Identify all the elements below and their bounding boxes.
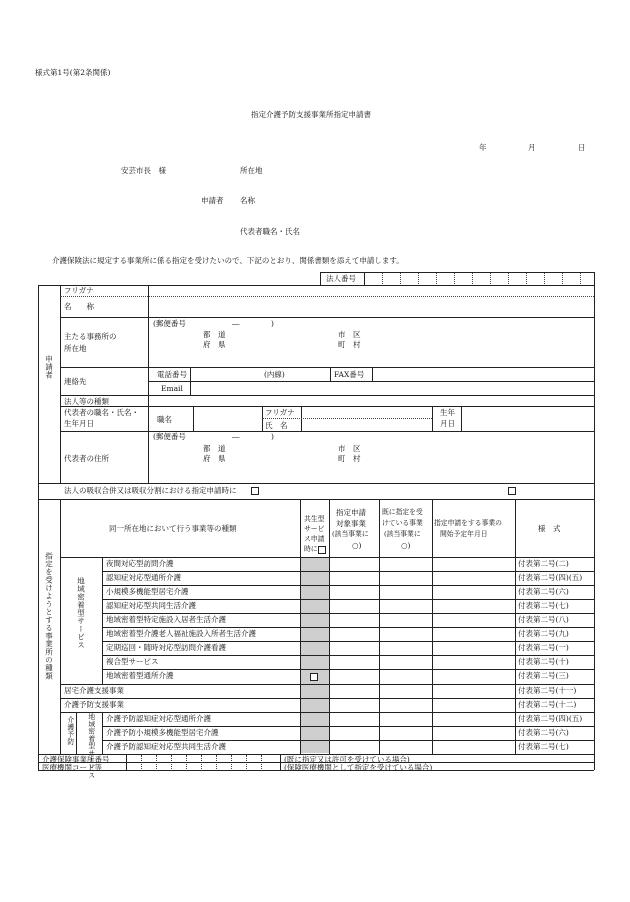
community-row-form: 付表第二号(九) — [518, 629, 569, 638]
prevention-row-name: 介護予防認知症対応型通所介護 — [106, 714, 211, 723]
prevention-row-name: 介護予防小規模多機能型居宅介護 — [106, 728, 219, 737]
community-service-label: 地域密着型サービス — [76, 577, 86, 649]
insurance-number-note: (既に指定又は許可を受けている場合) — [284, 755, 410, 764]
community-row-form: 付表第二号(四)(五) — [518, 573, 583, 582]
corporation-type-label: 法人等の種類 — [64, 397, 109, 406]
applicant-side-label: 申請者 — [44, 355, 54, 379]
representative-label: 代表者職名・氏名 — [240, 227, 300, 236]
home-care-label: 居宅介護支援事業 — [64, 686, 124, 695]
representative-address-label: 代表者の住所 — [64, 454, 109, 463]
contact-label: 連絡先 — [64, 377, 87, 386]
corporate-number-label: 法人番号 — [326, 274, 356, 283]
prevention-row-form: 付表第二号(四)(五) — [518, 714, 583, 723]
date-month-label: 月 — [528, 143, 536, 152]
prevention-support-form: 付表第二号(十二) — [518, 700, 577, 709]
community-row-name: 認知症対応型通所介護 — [106, 573, 181, 582]
community-row-name: 地域密着型通所介護 — [106, 671, 174, 680]
community-row-form: 付表第二号(十) — [518, 657, 569, 666]
community-row-name: 定期巡回・随時対応型訪問介護看護 — [106, 643, 226, 652]
addressee: 安芸市長 様 — [121, 166, 166, 175]
community-row-name: 小規模多機能型居宅介護 — [106, 587, 189, 596]
name-label: 名称 — [240, 196, 255, 205]
prevention-row-form: 付表第二号(七) — [518, 742, 569, 751]
shared-service-checkbox[interactable] — [310, 673, 318, 681]
services-side-label: 指定を受けようとする事業所の種類 — [44, 552, 54, 680]
merger-target-checkbox[interactable] — [508, 487, 516, 495]
date-year-label: 年 — [479, 143, 487, 152]
community-row-form: 付表第二号(二) — [518, 559, 569, 568]
applicant-label: 申請者 — [201, 196, 224, 205]
merger-label: 法人の吸収合併又は吸収分割における指定申請時に — [64, 486, 237, 495]
community-row-form: 付表第二号(八) — [518, 615, 569, 624]
column-form-header: 様 式 — [538, 524, 561, 533]
insurance-number-label: 介護保険事業所番号 — [42, 755, 110, 764]
community-row-name: 夜間対応型訪問介護 — [106, 559, 174, 568]
merger-checkbox[interactable] — [251, 487, 259, 495]
community-row-form: 付表第二号(三) — [518, 671, 569, 680]
intro-text: 介護保険法に規定する事業所に係る指定を受けたいので、下記のとおり、関係書類を添えて申請します。 — [52, 256, 404, 265]
home-care-form: 付表第二号(十一) — [518, 686, 577, 695]
community-row-name: 認知症対応型共同生活介護 — [106, 601, 196, 610]
shared-service-checkbox[interactable] — [318, 546, 326, 554]
medical-code-note: (保険医療機関として指定を受けている場合) — [284, 763, 433, 772]
page-title: 指定介護予防支援事業所指定申請書 — [251, 110, 371, 119]
prevention-row-name: 介護予防認知症対応型共同生活介護 — [106, 742, 226, 751]
prevention-sub-label: 地域密着型サービス — [86, 713, 95, 779]
community-row-name: 複合型サービス — [106, 657, 159, 666]
prevention-row-form: 付表第二号(六) — [518, 728, 569, 737]
name-row-label: 名 称 — [64, 302, 94, 311]
date-day-label: 日 — [578, 143, 586, 152]
form-number: 様式第1号(第2条関係) — [35, 68, 111, 77]
column-type-header: 同一所在地において行う事業等の種類 — [109, 524, 237, 533]
community-row-form: 付表第二号(七) — [518, 601, 569, 610]
furigana-label: フリガナ — [64, 286, 94, 295]
location-label: 所在地 — [240, 166, 263, 175]
medical-code-label: 医療機関コード等 — [42, 763, 102, 772]
community-row-form: 付表第二号(六) — [518, 587, 569, 596]
community-row-name: 地域密着型特定施設入居者生活介護 — [106, 615, 226, 624]
community-row-name: 地域密着型介護老人福祉施設入所者生活介護 — [106, 629, 256, 638]
community-row-form: 付表第二号(一) — [518, 643, 569, 652]
prevention-label: 介護予防 — [65, 716, 74, 746]
postal-label: (郵便番号 — [153, 319, 186, 328]
prevention-support-label: 介護予防支援事業 — [64, 700, 124, 709]
